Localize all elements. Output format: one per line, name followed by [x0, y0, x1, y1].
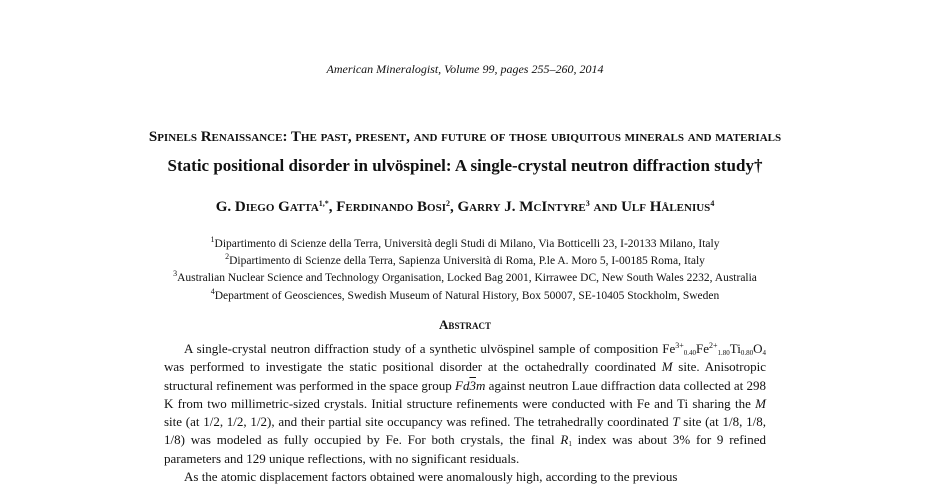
abstract-paragraph — [164, 340, 766, 468]
abstract-text: site (at 1/2, 1/2, 1/2), and their partial site occupancy was refined. The tetrahedrally coordinated — [164, 414, 673, 430]
chemical-formula: $Fe^{3+}_{0.40}Fe^{2+}_{1.80}Ti_{0.80}O_4$ — [662, 341, 767, 357]
affiliation-line — [0, 253, 930, 270]
author-name: Ulf Hålenius — [621, 199, 711, 215]
affiliation-line — [0, 288, 930, 305]
series-heading: Spinels Renaissance: The past, present, and future of those ubiquitous minerals and materials — [148, 129, 782, 145]
affiliation-text: Department of Geosciences, Swedish Museum of Natural History, Box 50007, SE-10405 Stockholm, Sweden — [214, 289, 720, 302]
site-symbol: M — [755, 395, 766, 411]
affiliation-line — [0, 270, 930, 287]
abstract-text: site. Anisotropic structural refinement was performed in the space group — [164, 359, 766, 393]
author-name: Garry J. McIntyre — [457, 199, 586, 215]
author-list — [0, 199, 930, 216]
abstract-text: site (at 1/8, 1/8, 1/8) was modeled as fully occupied by Fe. For both crystals, the final — [164, 414, 766, 448]
author-superscript: 4 — [710, 199, 715, 208]
author-superscript: 1,* — [318, 199, 329, 208]
affiliation-number: 3 — [173, 269, 178, 279]
r-index-symbol: R — [560, 432, 569, 448]
author-separator: and — [589, 199, 622, 215]
author-separator: , — [328, 199, 337, 215]
site-symbol: T — [672, 414, 680, 430]
r-index-subscript: 1 — [568, 440, 572, 449]
affiliation-number: 2 — [225, 252, 230, 262]
abstract-body — [164, 340, 766, 486]
journal-citation: American Mineralogist, Volume 99, pages 255–260, 2014 — [326, 62, 604, 76]
affiliation-text: Australian Nuclear Science and Technology Organisation, Locked Bag 2001, Kirrawee DC, New South Wales 2232, Australia — [177, 272, 757, 285]
abstract-paragraph: As the atomic displacement factors obtained were anomalously high, according to the previous — [184, 469, 678, 485]
author-superscript: 2 — [445, 199, 450, 208]
affiliation-number: 4 — [210, 286, 215, 296]
paper-title: Static positional disorder in ulvöspinel: A single-crystal neutron diffraction study† — [167, 156, 763, 175]
affiliation-list — [0, 236, 930, 305]
author-name: G. Diego Gatta — [215, 199, 319, 215]
abstract-text: A single-crystal neutron diffraction study of a synthetic ulvöspinel sample of composition — [184, 341, 659, 356]
affiliation-line — [0, 236, 930, 253]
space-group: Fd3m — [455, 377, 486, 393]
affiliation-text: Dipartimento di Scienze della Terra, Università degli Studi di Milano, Via Botticelli 23, I-20133 Milano, Italy — [214, 238, 720, 250]
author-superscript: 3 — [585, 199, 590, 208]
author-name: Ferdinando Bosi — [336, 199, 446, 215]
abstract-heading: Abstract — [439, 317, 491, 332]
abstract-text: against neutron Laue diffraction data collected at 298 K from two millimetric-sized crystals. Initial structure refinements were conducted with Fe and Ti sharing the — [164, 377, 766, 411]
site-symbol: M — [661, 359, 673, 375]
abstract-text: was performed to investigate the static positional disorder at the octahedrally coordinated — [164, 359, 662, 375]
affiliation-text: Dipartimento di Scienze della Terra, Sapienza Università di Roma, P.le A. Moro 5, I-00185 Roma, Italy — [229, 255, 705, 268]
author-separator: , — [449, 199, 458, 215]
affiliation-number: 1 — [210, 235, 215, 244]
abstract-text: index was about 3% for 9 refined parameters and 129 unique reflections, with no significant residuals. — [164, 432, 766, 466]
